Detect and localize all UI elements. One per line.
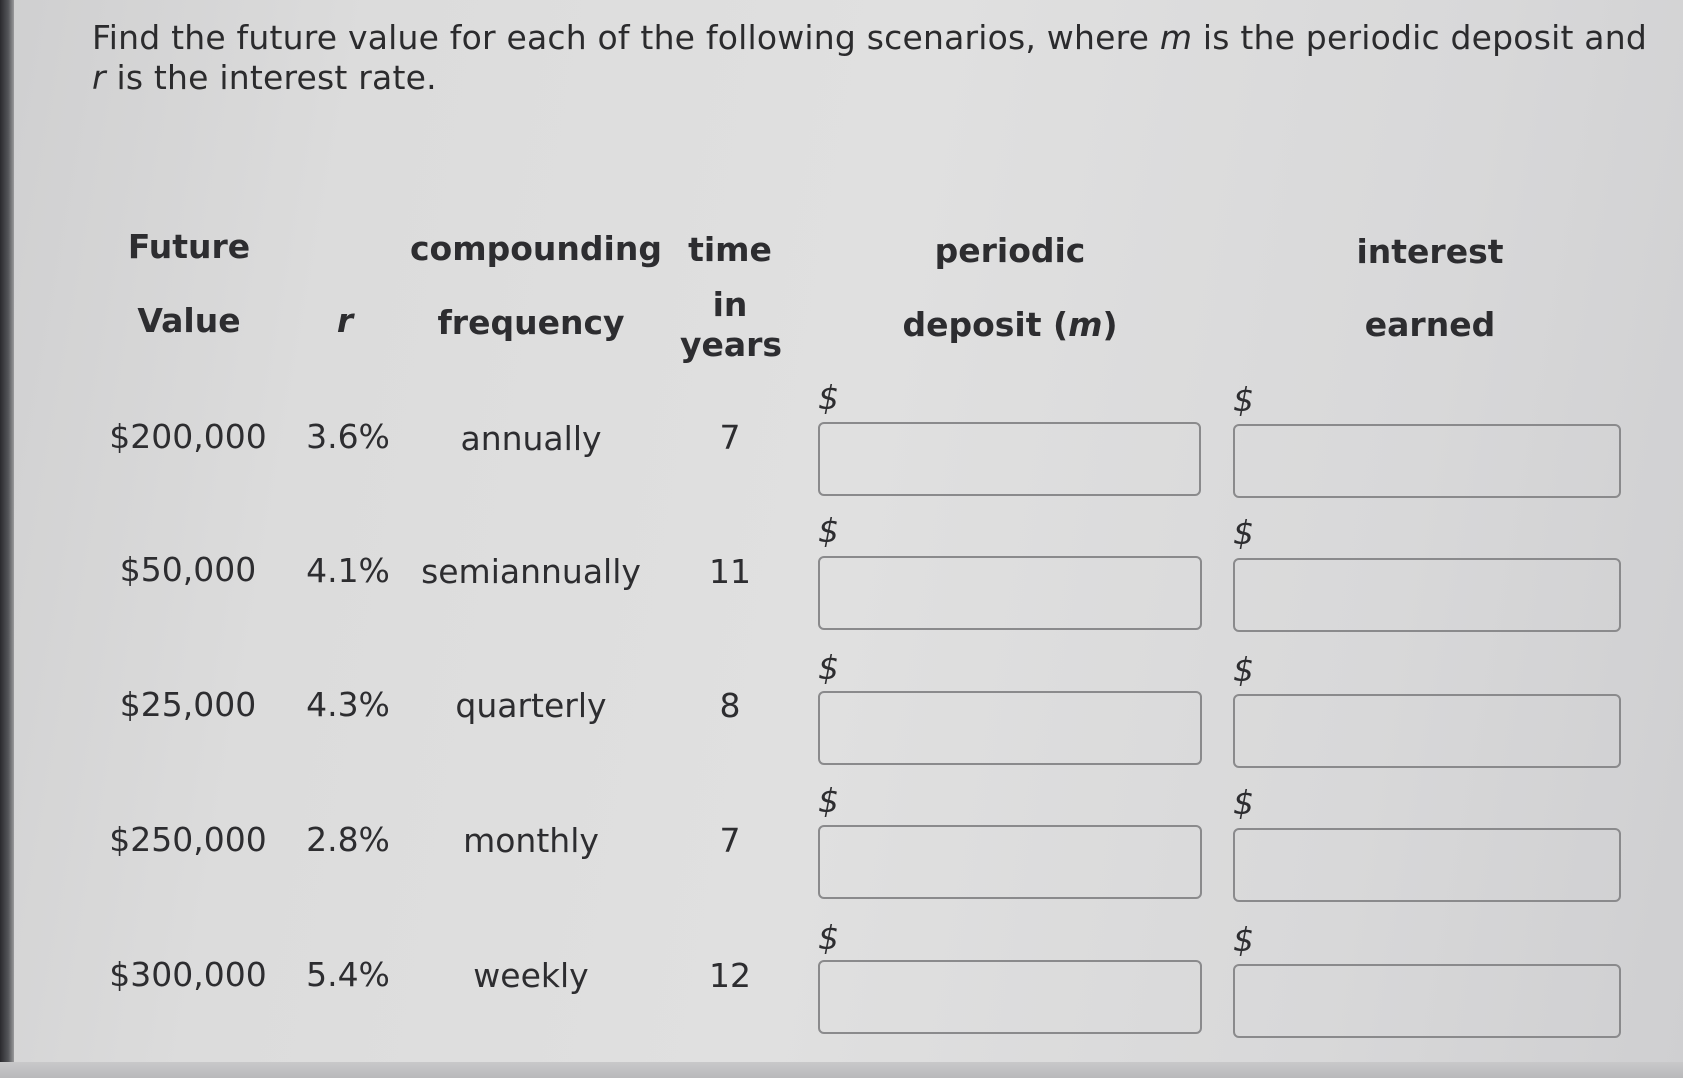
header-in: in	[712, 285, 748, 324]
row-2-future-value: $50,000	[119, 550, 257, 589]
screen-bezel-bottom	[0, 1062, 1683, 1078]
header-deposit-close: )	[1102, 305, 1118, 344]
header-compounding: compounding	[410, 229, 662, 268]
row-2-frequency: semiannually	[421, 552, 641, 591]
header-future: Future	[127, 227, 251, 266]
row-5-interest-input[interactable]	[1233, 964, 1621, 1038]
prompt-var-m: m	[1159, 18, 1193, 57]
header-deposit-m	[870, 305, 1150, 345]
row-2-interest-dollar: $	[1233, 513, 1254, 552]
row-4-interest-dollar: $	[1233, 783, 1254, 822]
row-4-frequency: monthly	[463, 821, 599, 860]
header-deposit-text: deposit (	[902, 305, 1069, 344]
row-1-frequency: annually	[460, 419, 602, 458]
row-5-deposit-dollar: $	[818, 918, 839, 957]
row-4-rate: 2.8%	[306, 820, 390, 859]
row-4-deposit-dollar: $	[818, 781, 839, 820]
row-1-years: 7	[719, 418, 741, 457]
row-2-deposit-input[interactable]	[818, 556, 1202, 630]
header-earned: earned	[1364, 305, 1496, 344]
header-rate: r	[336, 301, 354, 340]
question-prompt	[92, 18, 1652, 98]
row-1-interest-dollar: $	[1233, 380, 1254, 419]
header-time: time	[688, 230, 772, 269]
row-1-interest-input[interactable]	[1233, 424, 1621, 498]
row-4-deposit-input[interactable]	[818, 825, 1202, 899]
row-5-interest-dollar: $	[1233, 920, 1254, 959]
row-4-interest-input[interactable]	[1233, 828, 1621, 902]
row-2-rate: 4.1%	[306, 551, 390, 590]
prompt-text-2: is the periodic deposit and	[1192, 18, 1647, 57]
row-3-future-value: $25,000	[119, 685, 257, 724]
row-3-frequency: quarterly	[455, 686, 607, 725]
row-5-deposit-input[interactable]	[818, 960, 1202, 1034]
header-value: Value	[137, 301, 241, 340]
row-1-future-value: $200,000	[109, 417, 267, 456]
row-1-deposit-dollar: $	[818, 378, 839, 417]
prompt-text-3: is the interest rate.	[105, 58, 437, 97]
row-3-years: 8	[719, 686, 741, 725]
row-3-deposit-dollar: $	[818, 648, 839, 687]
header-years: years	[680, 325, 783, 364]
row-3-interest-input[interactable]	[1233, 694, 1621, 768]
prompt-text-1: Find the future value for each of the following scenarios, where	[92, 18, 1160, 57]
row-2-years: 11	[709, 552, 751, 591]
row-5-frequency: weekly	[473, 956, 589, 995]
row-5-rate: 5.4%	[306, 955, 390, 994]
header-deposit-var-m: m	[1068, 305, 1103, 344]
screen-bezel-left	[0, 0, 14, 1078]
row-2-deposit-dollar: $	[818, 511, 839, 550]
header-frequency: frequency	[437, 303, 625, 342]
header-periodic: periodic	[934, 231, 1086, 270]
row-5-future-value: $300,000	[109, 955, 267, 994]
header-interest: interest	[1356, 232, 1504, 271]
prompt-var-r: r	[92, 58, 106, 97]
row-3-interest-dollar: $	[1233, 650, 1254, 689]
row-1-deposit-input[interactable]	[818, 422, 1201, 496]
row-2-interest-input[interactable]	[1233, 558, 1621, 632]
row-1-rate: 3.6%	[306, 417, 390, 456]
row-3-deposit-input[interactable]	[818, 691, 1202, 765]
row-5-years: 12	[709, 956, 751, 995]
row-4-future-value: $250,000	[109, 820, 267, 859]
row-4-years: 7	[719, 821, 741, 860]
row-3-rate: 4.3%	[306, 685, 390, 724]
